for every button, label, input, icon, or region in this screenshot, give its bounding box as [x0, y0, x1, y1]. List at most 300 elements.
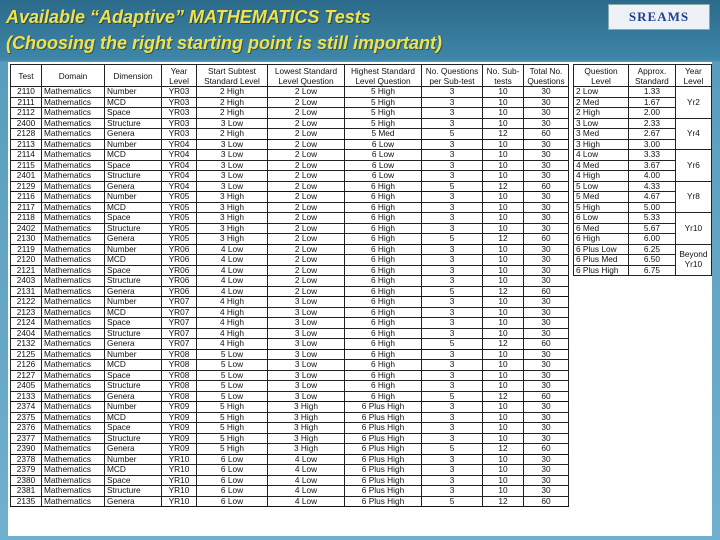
tests-cell: 6 Low	[197, 486, 268, 497]
tests-cell: 2 Low	[268, 181, 345, 192]
tests-table-row	[11, 213, 569, 224]
tests-cell: 5 Low	[197, 360, 268, 371]
tests-table-row	[11, 139, 569, 150]
tests-cell: 12	[483, 444, 524, 455]
tests-cell: 10	[483, 213, 524, 224]
tests-table-row	[11, 381, 569, 392]
standards-table	[573, 64, 712, 276]
tests-table-row	[11, 423, 569, 434]
tests-cell: 10	[483, 160, 524, 171]
tests-table-row	[11, 87, 569, 98]
tests-cell: Space	[105, 160, 162, 171]
tests-table-row	[11, 97, 569, 108]
year-level-group: Beyond Yr10	[675, 244, 711, 276]
tests-cell: 10	[483, 412, 524, 423]
tests-cell: 3	[422, 108, 483, 119]
tests-cell: 30	[524, 118, 569, 129]
tests-cell: 3 High	[268, 412, 345, 423]
tests-cell: 30	[524, 255, 569, 266]
tests-cell: 10	[483, 265, 524, 276]
tests-cell: 10	[483, 381, 524, 392]
tests-cell: Genera	[105, 234, 162, 245]
tests-cell: 6 Low	[197, 454, 268, 465]
tests-cell: 5 High	[345, 118, 422, 129]
tests-cell: 6 High	[345, 213, 422, 224]
tests-table-row	[11, 486, 569, 497]
tests-cell: YR04	[162, 150, 197, 161]
tests-cell: 2124	[11, 318, 42, 329]
tests-cell: 10	[483, 192, 524, 203]
tests-cell: MCD	[105, 360, 162, 371]
tests-cell: 2116	[11, 192, 42, 203]
tests-cell: 2126	[11, 360, 42, 371]
tests-cell: Mathematics	[42, 412, 105, 423]
tests-cell: 2135	[11, 496, 42, 507]
tests-cell: 6 High	[345, 339, 422, 350]
tests-cell: YR10	[162, 475, 197, 486]
tests-cell: 10	[483, 318, 524, 329]
tests-cell: 10	[483, 108, 524, 119]
tests-col-header: Start Subtest Standard Level	[197, 65, 268, 87]
tests-cell: Mathematics	[42, 370, 105, 381]
tests-cell: 2119	[11, 244, 42, 255]
tests-cell: Mathematics	[42, 129, 105, 140]
tests-cell: 10	[483, 465, 524, 476]
standards-cell: 3 Low	[574, 118, 629, 129]
tests-table-row	[11, 475, 569, 486]
tests-cell: 2400	[11, 118, 42, 129]
tests-cell: Structure	[105, 276, 162, 287]
tests-cell: 5	[422, 181, 483, 192]
tests-cell: 30	[524, 150, 569, 161]
tests-col-header: Test	[11, 65, 42, 87]
tests-cell: 30	[524, 265, 569, 276]
logo-text: SREAMS	[628, 9, 690, 24]
standards-col-header: Approx. Standard	[628, 65, 675, 87]
tests-col-header: No. Sub-tests	[483, 65, 524, 87]
tests-cell: 30	[524, 465, 569, 476]
tests-cell: YR04	[162, 139, 197, 150]
tests-cell: 10	[483, 349, 524, 360]
tests-cell: 2 High	[197, 108, 268, 119]
tests-cell: 2115	[11, 160, 42, 171]
tests-cell: Number	[105, 297, 162, 308]
standards-table-row	[574, 181, 712, 192]
tests-cell: 6 Plus High	[345, 465, 422, 476]
tests-cell: Mathematics	[42, 150, 105, 161]
tests-cell: YR06	[162, 244, 197, 255]
tests-cell: 30	[524, 328, 569, 339]
tests-cell: 3 Low	[268, 349, 345, 360]
tests-cell: 3 High	[197, 192, 268, 203]
tests-cell: 2 Low	[268, 223, 345, 234]
tests-cell: Mathematics	[42, 286, 105, 297]
tests-cell: 4 High	[197, 318, 268, 329]
tests-cell: YR09	[162, 402, 197, 413]
tests-cell: 2123	[11, 307, 42, 318]
tests-cell: 3	[422, 423, 483, 434]
tests-cell: 6 High	[345, 318, 422, 329]
standards-table-row	[574, 87, 712, 98]
tests-cell: 30	[524, 307, 569, 318]
tests-cell: 12	[483, 391, 524, 402]
standards-cell: 2 Low	[574, 87, 629, 98]
tests-cell: Mathematics	[42, 276, 105, 287]
tests-cell: 30	[524, 423, 569, 434]
tests-cell: Mathematics	[42, 255, 105, 266]
tests-cell: 2 Low	[268, 171, 345, 182]
tests-cell: Structure	[105, 486, 162, 497]
tests-cell: 4 Low	[197, 265, 268, 276]
tests-cell: 30	[524, 454, 569, 465]
tests-cell: 3 High	[268, 423, 345, 434]
tests-cell: 30	[524, 360, 569, 371]
tests-cell: Number	[105, 192, 162, 203]
tests-table-row	[11, 391, 569, 402]
tests-cell: 2 High	[197, 87, 268, 98]
tests-cell: 3 High	[268, 433, 345, 444]
tests-cell: 3 Low	[268, 307, 345, 318]
tests-cell: 6 Plus High	[345, 475, 422, 486]
tests-cell: YR03	[162, 108, 197, 119]
tests-cell: 3	[422, 307, 483, 318]
tests-cell: Mathematics	[42, 139, 105, 150]
tests-cell: Space	[105, 318, 162, 329]
tests-cell: YR06	[162, 276, 197, 287]
tests-cell: MCD	[105, 307, 162, 318]
tests-cell: Mathematics	[42, 444, 105, 455]
tests-table-row	[11, 118, 569, 129]
standards-cell: 6.00	[628, 234, 675, 245]
tests-cell: 5 High	[197, 423, 268, 434]
standards-cell: 5 Low	[574, 181, 629, 192]
tests-cell: 60	[524, 129, 569, 140]
standards-cell: 1.33	[628, 87, 675, 98]
tests-cell: 3 High	[268, 444, 345, 455]
tests-cell: 60	[524, 234, 569, 245]
tests-cell: 4 High	[197, 339, 268, 350]
tests-table-row	[11, 160, 569, 171]
tests-table	[10, 64, 569, 507]
tests-cell: 10	[483, 402, 524, 413]
tests-cell: 4 High	[197, 328, 268, 339]
tests-cell: 4 High	[197, 307, 268, 318]
tests-cell: 3	[422, 213, 483, 224]
tests-cell: 3 Low	[268, 318, 345, 329]
tests-cell: Structure	[105, 171, 162, 182]
tests-cell: Structure	[105, 223, 162, 234]
tests-cell: 2132	[11, 339, 42, 350]
tests-cell: Mathematics	[42, 307, 105, 318]
tests-cell: 10	[483, 486, 524, 497]
tests-cell: 5	[422, 234, 483, 245]
tests-cell: 30	[524, 139, 569, 150]
tests-cell: 6 High	[345, 202, 422, 213]
year-level-group: Yr6	[675, 150, 711, 182]
tests-cell: 2 Low	[268, 202, 345, 213]
tests-cell: 2120	[11, 255, 42, 266]
tests-cell: 6 Plus High	[345, 454, 422, 465]
tests-cell: Mathematics	[42, 234, 105, 245]
tests-cell: YR07	[162, 328, 197, 339]
tests-cell: 2125	[11, 349, 42, 360]
tests-cell: 5 High	[197, 444, 268, 455]
tests-cell: 2 Low	[268, 192, 345, 203]
tests-cell: 10	[483, 118, 524, 129]
tests-col-header: Year Level	[162, 65, 197, 87]
tests-cell: 2381	[11, 486, 42, 497]
tests-cell: 2 Low	[268, 244, 345, 255]
tests-cell: 3	[422, 160, 483, 171]
standards-cell: 5 High	[574, 202, 629, 213]
tests-cell: YR07	[162, 307, 197, 318]
tests-table-row	[11, 402, 569, 413]
tests-cell: 5 Low	[197, 349, 268, 360]
tests-cell: YR07	[162, 297, 197, 308]
tests-cell: 5	[422, 496, 483, 507]
tests-cell: 60	[524, 391, 569, 402]
tests-cell: 5	[422, 286, 483, 297]
tests-cell: 10	[483, 150, 524, 161]
standards-cell: 2 Med	[574, 97, 629, 108]
tests-cell: 6 High	[345, 223, 422, 234]
tests-cell: Genera	[105, 129, 162, 140]
standards-cell: 3 Med	[574, 129, 629, 140]
tests-cell: 3 Low	[197, 181, 268, 192]
tests-cell: 30	[524, 192, 569, 203]
tests-cell: 6 High	[345, 234, 422, 245]
tests-cell: 6 High	[345, 181, 422, 192]
standards-cell: 5.67	[628, 223, 675, 234]
tests-cell: 2379	[11, 465, 42, 476]
standards-col-header: Question Level	[574, 65, 629, 87]
tests-cell: YR10	[162, 496, 197, 507]
tests-cell: 3	[422, 139, 483, 150]
tests-table-row	[11, 465, 569, 476]
tests-cell: 60	[524, 444, 569, 455]
tests-cell: 3 Low	[197, 139, 268, 150]
tests-col-header: Total No. Questions	[524, 65, 569, 87]
tests-cell: 10	[483, 297, 524, 308]
tests-cell: 2 Low	[268, 286, 345, 297]
tests-cell: YR03	[162, 129, 197, 140]
tests-cell: Mathematics	[42, 213, 105, 224]
tests-cell: 3	[422, 381, 483, 392]
tests-cell: 10	[483, 244, 524, 255]
tests-cell: YR04	[162, 160, 197, 171]
standards-table-body	[574, 87, 712, 276]
tests-table-row	[11, 318, 569, 329]
tests-cell: 30	[524, 97, 569, 108]
tests-cell: 5	[422, 391, 483, 402]
tests-cell: 3	[422, 475, 483, 486]
tests-cell: Number	[105, 244, 162, 255]
tests-cell: 3	[422, 118, 483, 129]
tests-table-row	[11, 234, 569, 245]
spreadsheet-area	[8, 62, 712, 536]
tests-cell: 6 High	[345, 370, 422, 381]
tests-cell: 2380	[11, 475, 42, 486]
tests-cell: Mathematics	[42, 328, 105, 339]
standards-cell: 2.67	[628, 129, 675, 140]
tests-col-header: Highest Standard Level Question	[345, 65, 422, 87]
tests-cell: 3 Low	[197, 160, 268, 171]
tests-cell: 4 Low	[268, 496, 345, 507]
tests-cell: 10	[483, 307, 524, 318]
tests-table-row	[11, 307, 569, 318]
tests-cell: YR06	[162, 286, 197, 297]
tests-cell: 2375	[11, 412, 42, 423]
tests-cell: 12	[483, 496, 524, 507]
tests-cell: 3 Low	[268, 360, 345, 371]
tests-cell: Genera	[105, 339, 162, 350]
tests-cell: 5 Low	[197, 391, 268, 402]
tests-table-row	[11, 202, 569, 213]
standards-table-row	[574, 118, 712, 129]
tests-cell: Mathematics	[42, 118, 105, 129]
tests-cell: 10	[483, 202, 524, 213]
tests-cell: 2377	[11, 433, 42, 444]
title-line-1: Available “Adaptive” MATHEMATICS Tests	[6, 7, 371, 27]
tests-cell: 4 Low	[197, 286, 268, 297]
standards-cell: 6 Low	[574, 213, 629, 224]
tests-table-row	[11, 181, 569, 192]
tests-cell: YR10	[162, 454, 197, 465]
tests-cell: 2 Low	[268, 87, 345, 98]
tests-cell: Number	[105, 402, 162, 413]
tests-cell: 5 Low	[197, 370, 268, 381]
tests-cell: 3 Low	[268, 339, 345, 350]
tests-col-header: Domain	[42, 65, 105, 87]
tests-table-row	[11, 454, 569, 465]
tests-cell: Number	[105, 454, 162, 465]
tests-cell: 10	[483, 276, 524, 287]
standards-cell: 1.67	[628, 97, 675, 108]
tests-cell: 5 High	[197, 412, 268, 423]
tests-cell: 3	[422, 192, 483, 203]
tests-table-row	[11, 339, 569, 350]
tests-cell: Mathematics	[42, 402, 105, 413]
tests-cell: 10	[483, 139, 524, 150]
tests-cell: 6 High	[345, 391, 422, 402]
tests-cell: 2376	[11, 423, 42, 434]
tests-table-row	[11, 412, 569, 423]
tests-cell: 6 Plus High	[345, 402, 422, 413]
tests-table-row	[11, 171, 569, 182]
tests-cell: YR08	[162, 349, 197, 360]
tests-cell: 6 High	[345, 349, 422, 360]
tests-cell: 6 Low	[345, 160, 422, 171]
tests-table-header	[11, 65, 569, 87]
tests-table-row	[11, 265, 569, 276]
tests-cell: 30	[524, 349, 569, 360]
tests-cell: Mathematics	[42, 265, 105, 276]
tests-cell: YR10	[162, 465, 197, 476]
tests-cell: Space	[105, 265, 162, 276]
standards-cell: 4 Med	[574, 160, 629, 171]
tests-cell: Mathematics	[42, 496, 105, 507]
tests-cell: 6 Plus High	[345, 444, 422, 455]
tests-cell: 30	[524, 370, 569, 381]
tests-cell: 3 High	[197, 202, 268, 213]
tests-cell: 5 High	[345, 108, 422, 119]
tests-cell: 12	[483, 339, 524, 350]
tests-cell: 12	[483, 234, 524, 245]
tests-cell: 30	[524, 87, 569, 98]
tests-cell: 12	[483, 181, 524, 192]
tests-cell: 2 Low	[268, 255, 345, 266]
tests-cell: 2 Low	[268, 139, 345, 150]
tests-cell: 6 Low	[345, 139, 422, 150]
tests-cell: 2122	[11, 297, 42, 308]
tests-cell: 30	[524, 318, 569, 329]
tests-cell: 2374	[11, 402, 42, 413]
tests-cell: 30	[524, 213, 569, 224]
standards-cell: 4.00	[628, 171, 675, 182]
tests-cell: 10	[483, 370, 524, 381]
tests-cell: YR09	[162, 412, 197, 423]
tests-cell: 6 High	[345, 286, 422, 297]
tests-table-row	[11, 192, 569, 203]
tests-cell: Number	[105, 87, 162, 98]
tests-cell: 2404	[11, 328, 42, 339]
year-level-group: Yr10	[675, 213, 711, 245]
tests-cell: 12	[483, 286, 524, 297]
tests-cell: 3 Low	[197, 118, 268, 129]
tests-cell: Number	[105, 139, 162, 150]
tests-cell: 6 Plus High	[345, 496, 422, 507]
tests-cell: 6 High	[345, 192, 422, 203]
tests-cell: 10	[483, 223, 524, 234]
standards-table-header	[574, 65, 712, 87]
standards-cell: 6.75	[628, 265, 675, 276]
standards-cell: 4 High	[574, 171, 629, 182]
standards-table-row	[574, 150, 712, 161]
tests-cell: MCD	[105, 150, 162, 161]
tests-cell: Mathematics	[42, 202, 105, 213]
tests-cell: Mathematics	[42, 318, 105, 329]
tests-cell: 6 Low	[345, 171, 422, 182]
year-level-group: Yr2	[675, 87, 711, 119]
standards-cell: 6 Med	[574, 223, 629, 234]
tests-cell: Mathematics	[42, 297, 105, 308]
standards-cell: 5 Med	[574, 192, 629, 203]
tests-cell: 6 High	[345, 255, 422, 266]
tests-cell: 2130	[11, 234, 42, 245]
tests-cell: 3	[422, 150, 483, 161]
tests-cell: 3 High	[268, 402, 345, 413]
tests-cell: Mathematics	[42, 475, 105, 486]
tests-cell: YR09	[162, 433, 197, 444]
tests-cell: 2 Low	[268, 108, 345, 119]
tests-cell: 4 Low	[197, 244, 268, 255]
tests-cell: 6 Plus High	[345, 412, 422, 423]
tests-cell: 60	[524, 496, 569, 507]
tests-cell: 10	[483, 255, 524, 266]
standards-cell: 5.33	[628, 213, 675, 224]
tests-cell: Mathematics	[42, 171, 105, 182]
tests-cell: 3 High	[197, 213, 268, 224]
tests-cell: 6 Plus High	[345, 433, 422, 444]
tests-cell: 2131	[11, 286, 42, 297]
standards-table-row	[574, 213, 712, 224]
tests-cell: 5 Med	[345, 129, 422, 140]
tests-cell: 2 Low	[268, 265, 345, 276]
tests-cell: 2114	[11, 150, 42, 161]
tests-col-header: No. Questions per Sub-test	[422, 65, 483, 87]
standards-cell: 3.00	[628, 139, 675, 150]
tests-cell: MCD	[105, 465, 162, 476]
